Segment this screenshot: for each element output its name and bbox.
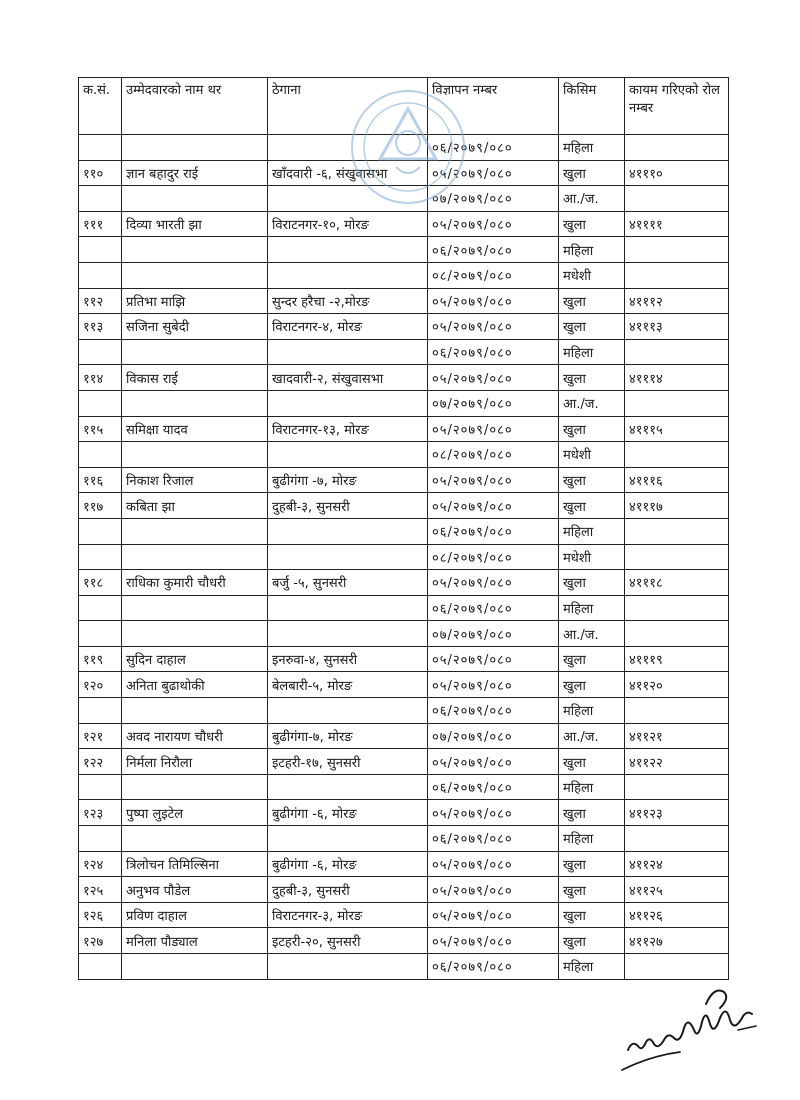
table-row: [79, 160, 729, 186]
table-row: [79, 954, 729, 980]
candidate-name-cell: मनिला पौड्याल: [122, 928, 268, 954]
advertisement-number-cell: ०५/२०७९/०८०: [428, 365, 559, 391]
type-cell: खुला: [559, 365, 625, 391]
serial-number-cell: [79, 544, 122, 570]
type-cell: खुला: [559, 314, 625, 340]
type-cell: खुला: [559, 646, 625, 672]
address-cell: [268, 518, 428, 544]
header-address: ठेगाना: [268, 78, 428, 135]
type-cell: महिला: [559, 698, 625, 724]
candidate-name-cell: [122, 698, 268, 724]
roll-number-cell: ४१११२: [625, 288, 729, 314]
candidate-name-cell: [122, 621, 268, 647]
serial-number-cell: ११५: [79, 416, 122, 442]
serial-number-cell: [79, 186, 122, 212]
roll-number-cell: [625, 339, 729, 365]
roll-number-cell: [625, 826, 729, 852]
serial-number-cell: [79, 518, 122, 544]
address-cell: [268, 442, 428, 468]
roll-number-cell: [625, 262, 729, 288]
serial-number-cell: [79, 262, 122, 288]
serial-number-cell: १२२: [79, 749, 122, 775]
address-cell: बेलबारी-५, मोरङ: [268, 672, 428, 698]
address-cell: बुढीगंगा -७, मोरङ: [268, 467, 428, 493]
address-cell: खाँदवारी -६, संखुवासभा: [268, 160, 428, 186]
serial-number-cell: ११७: [79, 493, 122, 519]
table-row: [79, 211, 729, 237]
advertisement-number-cell: ०५/२०७९/०८०: [428, 800, 559, 826]
serial-number-cell: ११२: [79, 288, 122, 314]
candidate-name-cell: विकास राई: [122, 365, 268, 391]
address-cell: [268, 774, 428, 800]
advertisement-number-cell: ०६/२०७९/०८०: [428, 135, 559, 161]
table-row: [79, 570, 729, 596]
address-cell: [268, 135, 428, 161]
candidate-name-cell: [122, 774, 268, 800]
table-row: [79, 416, 729, 442]
roll-number-cell: [625, 518, 729, 544]
table-row: [79, 672, 729, 698]
roll-number-cell: [625, 186, 729, 212]
roll-number-cell: ४१११३: [625, 314, 729, 340]
type-cell: महिला: [559, 774, 625, 800]
candidate-name-cell: [122, 339, 268, 365]
serial-number-cell: १२१: [79, 723, 122, 749]
advertisement-number-cell: ०५/२०७९/०८०: [428, 646, 559, 672]
candidate-name-cell: सुदिन दाहाल: [122, 646, 268, 672]
header-type: किसिम: [559, 78, 625, 135]
candidate-name-cell: [122, 186, 268, 212]
table-row: [79, 314, 729, 340]
type-cell: खुला: [559, 493, 625, 519]
advertisement-number-cell: ०६/२०७९/०८०: [428, 698, 559, 724]
serial-number-cell: ११९: [79, 646, 122, 672]
header-candidate-name: उम्मेदवारको नाम थर: [122, 78, 268, 135]
advertisement-number-cell: ०६/२०७९/०८०: [428, 518, 559, 544]
type-cell: महिला: [559, 237, 625, 263]
address-cell: बुढीगंगा-७, मोरङ: [268, 723, 428, 749]
candidate-name-cell: [122, 390, 268, 416]
header-serial-number: क.सं.: [79, 78, 122, 135]
table-row: [79, 774, 729, 800]
candidate-name-cell: [122, 595, 268, 621]
candidate-name-cell: [122, 135, 268, 161]
candidate-name-cell: कबिता झा: [122, 493, 268, 519]
table-row: [79, 544, 729, 570]
table-row: [79, 467, 729, 493]
type-cell: मधेशी: [559, 262, 625, 288]
roll-number-cell: ४१११४: [625, 365, 729, 391]
address-cell: [268, 826, 428, 852]
table-row: [79, 877, 729, 903]
table-row: [79, 800, 729, 826]
table-row: [79, 186, 729, 212]
address-cell: सुन्दर हरैचा -२,मोरङ: [268, 288, 428, 314]
advertisement-number-cell: ०८/२०७९/०८०: [428, 544, 559, 570]
address-cell: [268, 595, 428, 621]
candidate-name-cell: [122, 262, 268, 288]
type-cell: खुला: [559, 749, 625, 775]
advertisement-number-cell: ०६/२०७९/०८०: [428, 595, 559, 621]
candidate-name-cell: दिव्या भारती झा: [122, 211, 268, 237]
serial-number-cell: ११६: [79, 467, 122, 493]
table-row: [79, 851, 729, 877]
address-cell: इटहरी-२०, सुनसरी: [268, 928, 428, 954]
type-cell: महिला: [559, 339, 625, 365]
roll-number-cell: [625, 774, 729, 800]
roll-number-cell: [625, 544, 729, 570]
serial-number-cell: ११८: [79, 570, 122, 596]
type-cell: महिला: [559, 135, 625, 161]
type-cell: खुला: [559, 570, 625, 596]
serial-number-cell: १२६: [79, 902, 122, 928]
header-roll-number: कायम गरिएको रोल नम्बर: [625, 78, 729, 135]
serial-number-cell: ११४: [79, 365, 122, 391]
advertisement-number-cell: ०५/२०७९/०८०: [428, 749, 559, 775]
address-cell: विराटनगर-१३, मोरङ: [268, 416, 428, 442]
table-row: [79, 749, 729, 775]
candidate-name-cell: निर्मला निरौला: [122, 749, 268, 775]
serial-number-cell: १११: [79, 211, 122, 237]
type-cell: आ./ज.: [559, 186, 625, 212]
handwritten-signature-icon: [610, 978, 770, 1078]
serial-number-cell: [79, 442, 122, 468]
serial-number-cell: [79, 621, 122, 647]
serial-number-cell: ११३: [79, 314, 122, 340]
address-cell: [268, 390, 428, 416]
advertisement-number-cell: ०५/२०७९/०८०: [428, 288, 559, 314]
advertisement-number-cell: ०५/२०७९/०८०: [428, 570, 559, 596]
serial-number-cell: [79, 390, 122, 416]
type-cell: खुला: [559, 928, 625, 954]
roll-number-cell: ४११२७: [625, 928, 729, 954]
candidate-name-cell: अनुभव पौडेल: [122, 877, 268, 903]
roll-number-cell: ४११२४: [625, 851, 729, 877]
address-cell: [268, 954, 428, 980]
serial-number-cell: १२३: [79, 800, 122, 826]
roll-number-cell: ४१११९: [625, 646, 729, 672]
advertisement-number-cell: ०६/२०७९/०८०: [428, 774, 559, 800]
roll-number-cell: ४१११७: [625, 493, 729, 519]
address-cell: विराटनगर-१०, मोरङ: [268, 211, 428, 237]
serial-number-cell: १२७: [79, 928, 122, 954]
advertisement-number-cell: ०५/२०७९/०८०: [428, 160, 559, 186]
roll-number-cell: [625, 135, 729, 161]
serial-number-cell: [79, 339, 122, 365]
type-cell: खुला: [559, 672, 625, 698]
roll-list-sheet: [78, 77, 720, 980]
header-advertisement-number: विज्ञापन नम्बर: [428, 78, 559, 135]
advertisement-number-cell: ०५/२०७९/०८०: [428, 493, 559, 519]
table-row: [79, 698, 729, 724]
candidate-name-cell: प्रविण दाहाल: [122, 902, 268, 928]
type-cell: खुला: [559, 800, 625, 826]
roll-number-cell: [625, 237, 729, 263]
table-row: [79, 826, 729, 852]
serial-number-cell: ११०: [79, 160, 122, 186]
candidate-name-cell: सजिना सुबेदी: [122, 314, 268, 340]
candidate-name-cell: राधिका कुमारी चौधरी: [122, 570, 268, 596]
serial-number-cell: [79, 826, 122, 852]
advertisement-number-cell: ०६/२०७९/०८०: [428, 826, 559, 852]
advertisement-number-cell: ०५/२०७९/०८०: [428, 928, 559, 954]
address-cell: [268, 621, 428, 647]
table-row: [79, 339, 729, 365]
advertisement-number-cell: ०६/२०७९/०८०: [428, 339, 559, 365]
serial-number-cell: १२५: [79, 877, 122, 903]
address-cell: [268, 339, 428, 365]
roll-number-cell: ४११२३: [625, 800, 729, 826]
address-cell: दुहबी-३, सुनसरी: [268, 493, 428, 519]
address-cell: इटहरी-१७, सुनसरी: [268, 749, 428, 775]
type-cell: खुला: [559, 902, 625, 928]
type-cell: महिला: [559, 518, 625, 544]
serial-number-cell: [79, 774, 122, 800]
candidate-name-cell: [122, 237, 268, 263]
type-cell: आ./ज.: [559, 621, 625, 647]
type-cell: खुला: [559, 416, 625, 442]
candidate-name-cell: [122, 954, 268, 980]
roll-number-cell: ४११२५: [625, 877, 729, 903]
advertisement-number-cell: ०५/२०७९/०८०: [428, 672, 559, 698]
serial-number-cell: [79, 595, 122, 621]
type-cell: महिला: [559, 954, 625, 980]
table-row: [79, 365, 729, 391]
candidate-name-cell: समिक्षा यादव: [122, 416, 268, 442]
address-cell: [268, 237, 428, 263]
type-cell: खुला: [559, 467, 625, 493]
advertisement-number-cell: ०५/२०७९/०८०: [428, 877, 559, 903]
roll-number-cell: ४११२६: [625, 902, 729, 928]
serial-number-cell: [79, 954, 122, 980]
address-cell: विराटनगर-३, मोरङ: [268, 902, 428, 928]
candidate-name-cell: [122, 544, 268, 570]
advertisement-number-cell: ०७/२०७९/०८०: [428, 186, 559, 212]
roll-number-cell: [625, 442, 729, 468]
address-cell: खादवारी-२, संखुवासभा: [268, 365, 428, 391]
address-cell: [268, 544, 428, 570]
table-row: [79, 288, 729, 314]
table-row: [79, 442, 729, 468]
table-row: [79, 237, 729, 263]
table-row: [79, 621, 729, 647]
advertisement-number-cell: ०५/२०७९/०८०: [428, 211, 559, 237]
serial-number-cell: [79, 237, 122, 263]
advertisement-number-cell: ०७/२०७९/०८०: [428, 390, 559, 416]
roll-number-cell: [625, 954, 729, 980]
serial-number-cell: [79, 135, 122, 161]
advertisement-number-cell: ०५/२०७९/०८०: [428, 314, 559, 340]
table-row: [79, 928, 729, 954]
advertisement-number-cell: ०७/२०७९/०८०: [428, 723, 559, 749]
type-cell: खुला: [559, 877, 625, 903]
table-row: [79, 518, 729, 544]
advertisement-number-cell: ०५/२०७९/०८०: [428, 467, 559, 493]
candidate-name-cell: [122, 442, 268, 468]
table-row: [79, 595, 729, 621]
roll-number-cell: ४१११८: [625, 570, 729, 596]
candidate-name-cell: [122, 826, 268, 852]
type-cell: आ./ज.: [559, 390, 625, 416]
address-cell: [268, 262, 428, 288]
table-row: [79, 390, 729, 416]
advertisement-number-cell: ०८/२०७९/०८०: [428, 442, 559, 468]
table-header-row: [79, 78, 729, 135]
type-cell: मधेशी: [559, 544, 625, 570]
address-cell: बर्जु -५, सुनसरी: [268, 570, 428, 596]
candidate-name-cell: अनिता बुढाथोकी: [122, 672, 268, 698]
type-cell: खुला: [559, 160, 625, 186]
table-row: [79, 262, 729, 288]
roll-number-cell: ४१११५: [625, 416, 729, 442]
roll-number-cell: ४१११६: [625, 467, 729, 493]
candidate-name-cell: पुष्पा लुइटेल: [122, 800, 268, 826]
candidate-name-cell: प्रतिभा माझि: [122, 288, 268, 314]
advertisement-number-cell: ०८/२०७९/०८०: [428, 262, 559, 288]
advertisement-number-cell: ०५/२०७९/०८०: [428, 416, 559, 442]
address-cell: इनरुवा-४, सुनसरी: [268, 646, 428, 672]
roll-number-cell: [625, 390, 729, 416]
type-cell: खुला: [559, 851, 625, 877]
advertisement-number-cell: ०६/२०७९/०८०: [428, 237, 559, 263]
candidate-name-cell: [122, 518, 268, 544]
address-cell: [268, 186, 428, 212]
candidate-name-cell: निकाश रिजाल: [122, 467, 268, 493]
advertisement-number-cell: ०७/२०७९/०८०: [428, 621, 559, 647]
table-row: [79, 493, 729, 519]
table-row: [79, 902, 729, 928]
roll-number-cell: [625, 698, 729, 724]
candidate-name-cell: त्रिलोचन तिमिल्सिना: [122, 851, 268, 877]
advertisement-number-cell: ०६/२०७९/०८०: [428, 954, 559, 980]
address-cell: विराटनगर-४, मोरङ: [268, 314, 428, 340]
address-cell: बुढीगंगा -६, मोरङ: [268, 800, 428, 826]
table-row: [79, 135, 729, 161]
roll-number-cell: ४११२२: [625, 749, 729, 775]
type-cell: महिला: [559, 826, 625, 852]
serial-number-cell: १२०: [79, 672, 122, 698]
serial-number-cell: १२४: [79, 851, 122, 877]
address-cell: बुढीगंगा -६, मोरङ: [268, 851, 428, 877]
roll-number-cell: [625, 595, 729, 621]
roll-number-cell: [625, 621, 729, 647]
roll-number-cell: ४११११: [625, 211, 729, 237]
type-cell: मधेशी: [559, 442, 625, 468]
advertisement-number-cell: ०५/२०७९/०८०: [428, 902, 559, 928]
type-cell: खुला: [559, 288, 625, 314]
roll-number-cell: ४११२०: [625, 672, 729, 698]
serial-number-cell: [79, 698, 122, 724]
type-cell: महिला: [559, 595, 625, 621]
table-row: [79, 723, 729, 749]
candidate-name-cell: ज्ञान बहादुर राई: [122, 160, 268, 186]
candidate-name-cell: अवद नारायण चौधरी: [122, 723, 268, 749]
address-cell: दुहबी-३, सुनसरी: [268, 877, 428, 903]
table-row: [79, 646, 729, 672]
roll-number-cell: ४११२१: [625, 723, 729, 749]
type-cell: आ./ज.: [559, 723, 625, 749]
roll-number-table: [78, 77, 729, 980]
advertisement-number-cell: ०५/२०७९/०८०: [428, 851, 559, 877]
roll-number-cell: ४१११०: [625, 160, 729, 186]
table-body: [79, 135, 729, 980]
address-cell: [268, 698, 428, 724]
type-cell: खुला: [559, 211, 625, 237]
